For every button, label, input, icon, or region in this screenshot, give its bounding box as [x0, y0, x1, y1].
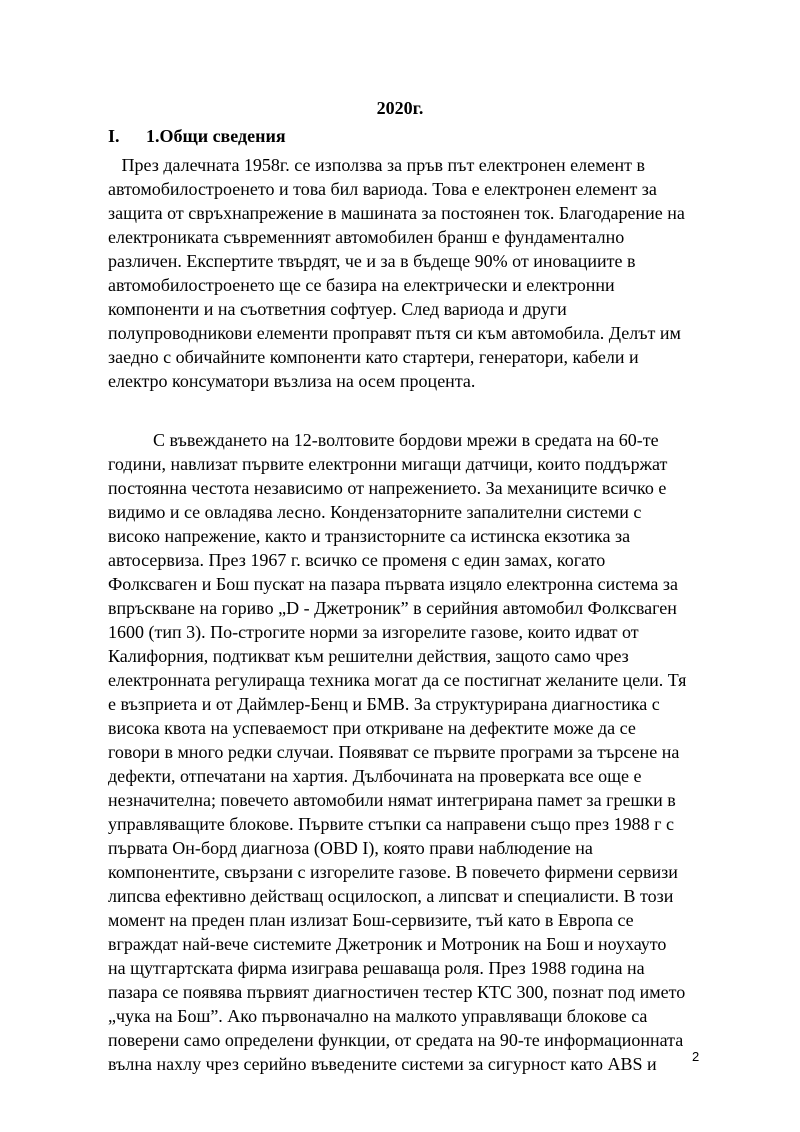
text-line: През далечната 1958г. се използва за пръв път електронен елемент в	[108, 155, 645, 175]
text-line: първата Он-борд диагноза (OBD I), която прави наблюдение на	[108, 838, 593, 858]
text-line: липсва ефективно действащ осцилоскоп, а липсват и специалисти. В този	[108, 886, 674, 906]
section-heading	[108, 124, 286, 148]
text-line: Калифорния, подтикват към решителни действия, защото само чрез	[108, 646, 629, 666]
text-line: С въвеждането на 12-волтовите бордови мрежи в средата на 60-те	[108, 430, 659, 450]
text-line: поверени само определени функции, от средата на 90-те информационната	[108, 1030, 684, 1050]
text-line: постоянна честота независимо от напрежението. За механиците всичко е	[108, 478, 667, 498]
paragraph-1	[108, 153, 708, 393]
text-line: години, навлизат първите електронни мигащи датчици, които поддържат	[108, 454, 668, 474]
text-line: различен. Експертите твърдят, че и за в бъдеще 90% от иновациите в	[108, 251, 636, 271]
text-line: защита от свръхнапрежение в машината за постоянен ток. Благодарение на	[108, 203, 685, 223]
text-line: електро консуматори възлиза на осем процента.	[108, 371, 476, 391]
text-line: автомобилостроенето и това бил вариода. Това е електронен елемент за	[108, 179, 657, 199]
text-line: вграждат най-вече системите Джетроник и Мотроник на Бош и ноухауто	[108, 934, 667, 954]
text-line: незначителна; повечето автомобили нямат интегрирана памет за грешки в	[108, 790, 676, 810]
text-line: електрониката съвременният автомобилен бранш е фундаментално	[108, 227, 625, 247]
text-line: компонентите, свързани с изгорелите газове. В повечето фирмени сервизи	[108, 862, 678, 882]
text-line: дефекти, отпечатани на хартия. Дълбочината на проверката все още е	[108, 766, 642, 786]
paragraph-2	[108, 428, 708, 1076]
text-line: управляващите блокове. Първите стъпки са направени също през 1988 г с	[108, 814, 674, 834]
text-line: електронната регулираща техника могат да се постигнат желаните цели. Тя	[108, 670, 687, 690]
text-line: 1600 (тип 3). По-строгите норми за изгорелите газове, които идват от	[108, 622, 639, 642]
text-line: полупроводникови елементи проправят пътя си към автомобила. Делът им	[108, 323, 681, 343]
document-title: 2020г.	[376, 98, 424, 118]
text-line: Фолксваген и Бош пускат на пазара първата изцяло електронна система за	[108, 574, 678, 594]
text-line: на щутгартската фирма изиграва решаваща роля. През 1988 година на	[108, 958, 645, 978]
page-number: 2	[692, 1049, 700, 1064]
text-line: говори в много редки случаи. Появяват се първите програми за търсене на	[108, 742, 680, 762]
text-line: „чука на Бош”. Ако първоначално на малкото управляващи блокове са	[108, 1006, 648, 1026]
text-line: автомобилостроенето ще се базира на електрически и електронни	[108, 275, 615, 295]
text-line: видимо и се овладява лесно. Кондензаторните запалителни системи с	[108, 502, 642, 522]
text-line: високо напрежение, както и транзисторните са истинска екзотика за	[108, 526, 631, 546]
text-line: вълна нахлу чрез серийно въведените системи за сигурност като ABS и	[108, 1054, 657, 1074]
text-line: е възприета и от Даймлер-Бенц и БМВ. За структурирана диагностика с	[108, 694, 660, 714]
text-line: компоненти и на съответния софтуер. След вариода и други	[108, 299, 567, 319]
text-line: заедно с обичайните компоненти като стартери, генератори, кабели и	[108, 347, 639, 367]
text-line: автосервиза. През 1967 г. всичко се променя с един замах, когато	[108, 550, 606, 570]
section-heading-number: I.	[108, 126, 120, 146]
text-line: момент на преден план излизат Бош-сервизите, тъй като в Европа се	[108, 910, 634, 930]
text-line: висока квота на успеваемост при откриване на дефектите може да се	[108, 718, 636, 738]
text-line: впръскване на гориво „D - Джетроник” в серийния автомобил Фолксваген	[108, 598, 677, 618]
section-heading-text: 1.Общи сведения	[146, 126, 286, 146]
text-line: пазара се появява първият диагностичен тестер КТС 300, познат под името	[108, 982, 686, 1002]
